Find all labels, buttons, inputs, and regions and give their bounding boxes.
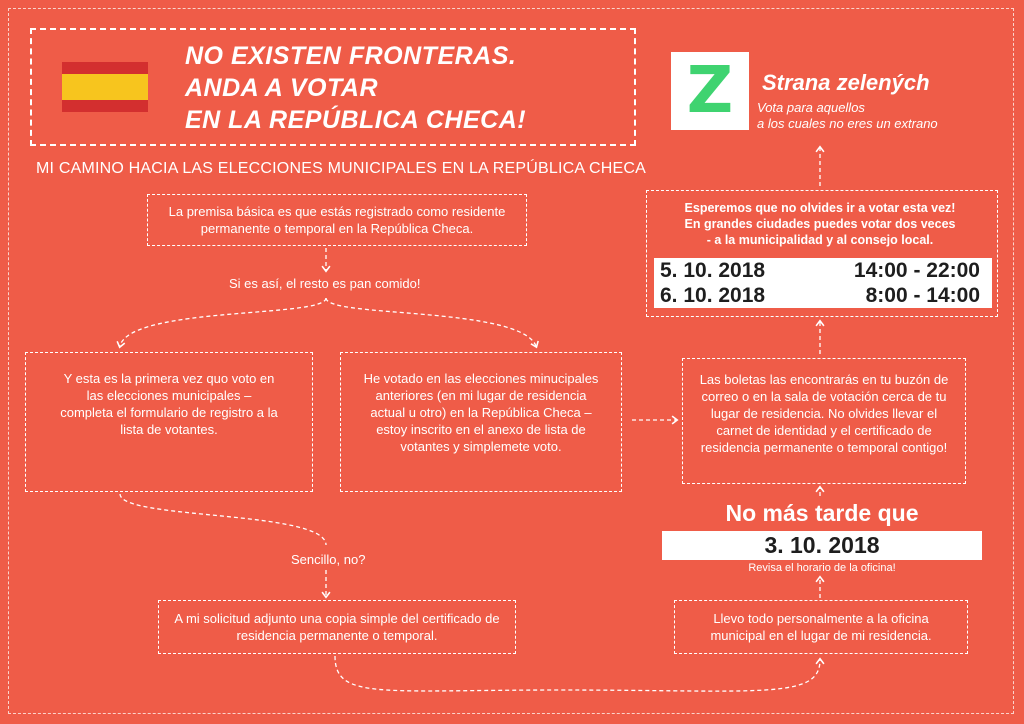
party-name: Strana zelených bbox=[762, 70, 930, 95]
if-yes-text: Si es así, el resto es pan comido! bbox=[229, 276, 421, 291]
slogan-line1: Vota para aquellos bbox=[757, 100, 865, 115]
arrow-branch-left bbox=[120, 298, 326, 346]
simple-text: Sencillo, no? bbox=[291, 552, 366, 567]
headline-line2: ANDA A VOTAR bbox=[185, 74, 379, 102]
party-logo-z-icon: Z bbox=[671, 52, 749, 130]
deadline-note: Revisa el horario de la oficina! bbox=[748, 562, 896, 574]
voted-before-text: He votado en las elecciones minucipales anteriores (en mi lugar de residencia actual u otro) en la República Checa – estoy inscrito en el anexo de lista de votantes y simplemete voto. bbox=[363, 371, 599, 454]
deadline-date: 3. 10. 2018 bbox=[662, 531, 982, 560]
deadline-title: No más tarde que bbox=[725, 500, 919, 526]
election-day-2-date: 6. 10. 2018 bbox=[660, 284, 766, 307]
arrow-first-to-simple bbox=[120, 494, 326, 545]
headline-line1: NO EXISTEN FRONTERAS. bbox=[185, 42, 517, 70]
page-subtitle: MI CAMINO HACIA LAS ELECCIONES MUNICIPALES EN LA REPÚBLICA CHECA bbox=[36, 160, 646, 177]
deliver-text: Llevo todo personalmente a la oficina municipal en el lugar de mi residencia. bbox=[710, 611, 932, 643]
election-line1: Esperemos que no olvides ir a votar esta vez! bbox=[684, 201, 956, 215]
election-line3: - a la municipalidad y al consejo local. bbox=[706, 233, 934, 247]
attach-text: A mi solicitud adjunto una copia simple del certificado de residencia permanente o temporal. bbox=[174, 611, 500, 643]
ballots-text: Las boletas las encontrarás en tu buzón de correo o en la sala de votación cerca de tu lugar de residencia. No olvides llevar el carnet de identidad y el certificado de residencia permanente o temporal contigo! bbox=[699, 372, 949, 455]
arrow-branch-right bbox=[326, 298, 536, 346]
premise-text: La premisa básica es que estás registrado como residente permanente o temporal en la República Checa. bbox=[168, 204, 506, 236]
first-time-text: Y esta es la primera vez quo voto en las elecciones municipales – completa el formulario de registro a la lista de votantes. bbox=[60, 371, 278, 437]
election-day-1-time: 14:00 - 22:00 bbox=[853, 259, 980, 282]
election-line2: En grandes ciudades puedes votar dos veces bbox=[684, 217, 956, 231]
election-day-2-time: 8:00 - 14:00 bbox=[865, 284, 980, 307]
slogan-line2: a los cuales no eres un extrano bbox=[757, 116, 938, 131]
election-day-1-date: 5. 10. 2018 bbox=[660, 259, 766, 282]
arrow-attach-to-deliver bbox=[335, 656, 820, 691]
headline-line3: EN LA REPÚBLICA CHECA! bbox=[185, 106, 527, 134]
